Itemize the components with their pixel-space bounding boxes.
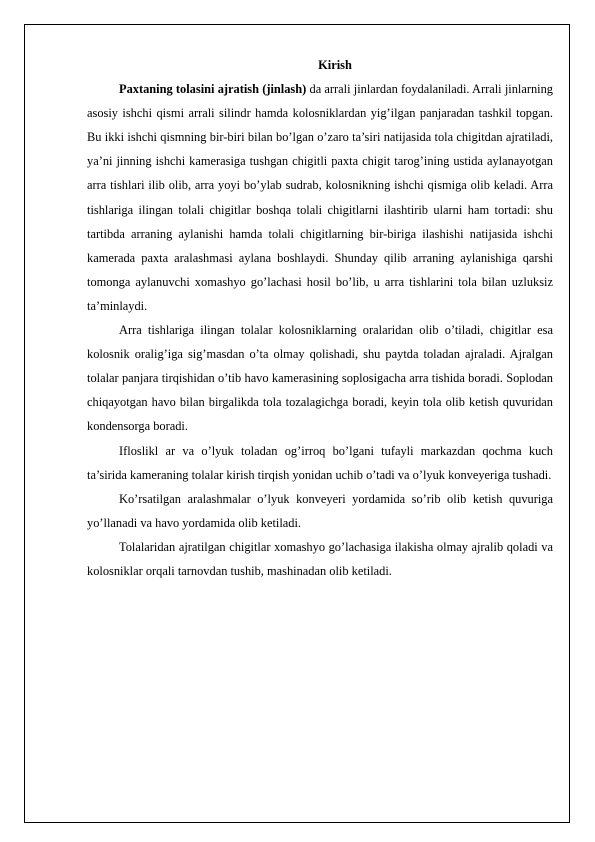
document-title: Kirish [318,58,352,72]
paragraph-5-text: Tolalaridan ajratilgan chigitlar xomashyo go’lachasiga ilakisha olmay ajralib qoladi va kolosniklar orqali tarnovdan tushib, mashinadan olib ketiladi. [87,539,553,578]
paragraph-3-text: Ifloslikl ar va o’lyuk toladan og’irroq bo’lgani tufayli markazdan qochma kuch ta’sirida kameraning tolalar kirish tirqish yonidan uchib o’tadi va o’lyuk konveyeriga tushadi. [87,443,553,482]
paragraph-1 [87,77,553,318]
paragraph-1-lead: Paxtaning tolasini ajratish (jinlash) [119,82,307,97]
document-body [87,53,553,583]
paragraph-4-text: Ko’rsatilgan aralashmalar o’lyuk konveyeri yordamida so’rib olib ketish quvuriga yo’llanadi va havo yordamida olib ketiladi. [87,491,553,530]
paragraph-4 [87,487,553,535]
paragraph-5 [87,535,553,583]
paragraph-1-text: da arrali jinlardan foydalaniladi. Arrali jinlarning asosiy ishchi qismi arrali silindr hamda kolosniklardan yig’ilgan panjaradan tashkil topgan. Bu ikki ishchi qismning bir-biri bilan bo’lgan o’zaro ta’siri natijasida tola chigitdan ajratiladi, ya’ni jinning ishchi kamerasiga tushgan chigitli paxta chigit tarog’ining ustida aylanayotgan arra tishlari ilib olib, arra yoyi bo’ylab sudrab, kolosnikning ishchi qismiga olib keladi. Arra tishlariga ilingan tolali chigitlar boshqa tolali chigitlarni ilashtirib ularni ham tortadi: shu tartibda arraning aylanishi hamda tolali chigitlarning bir-biriga ilashishi natijasida ishchi kamerada paxta aralashmasi aylana boshlaydi. Shunday qilib arraning aylanishiga qarshi tomonga aylanuvchi xomashyo go’lachasi hosil bo’lib, u arra tishlarini tola bilan uzluksiz ta’minlaydi. [87,82,553,313]
paragraph-2 [87,318,553,438]
paragraph-3 [87,439,553,487]
paragraph-2-text: Arra tishlariga ilingan tolalar kolosniklarning oralaridan olib o’tiladi, chigitlar esa kolosnik oralig’iga sig’masdan o’ta olmay qolishadi, shu paytda toladan ajraladi. Ajralgan tolalar panjara tirqishidan o’tib havo kamerasining soplosigacha arra tishida boradi. Soplodan chiqayotgan havo bilan birgalikda tola tozalagichga boradi, keyin tola olib ketish quvuridan kondensorga boradi. [87,323,553,434]
